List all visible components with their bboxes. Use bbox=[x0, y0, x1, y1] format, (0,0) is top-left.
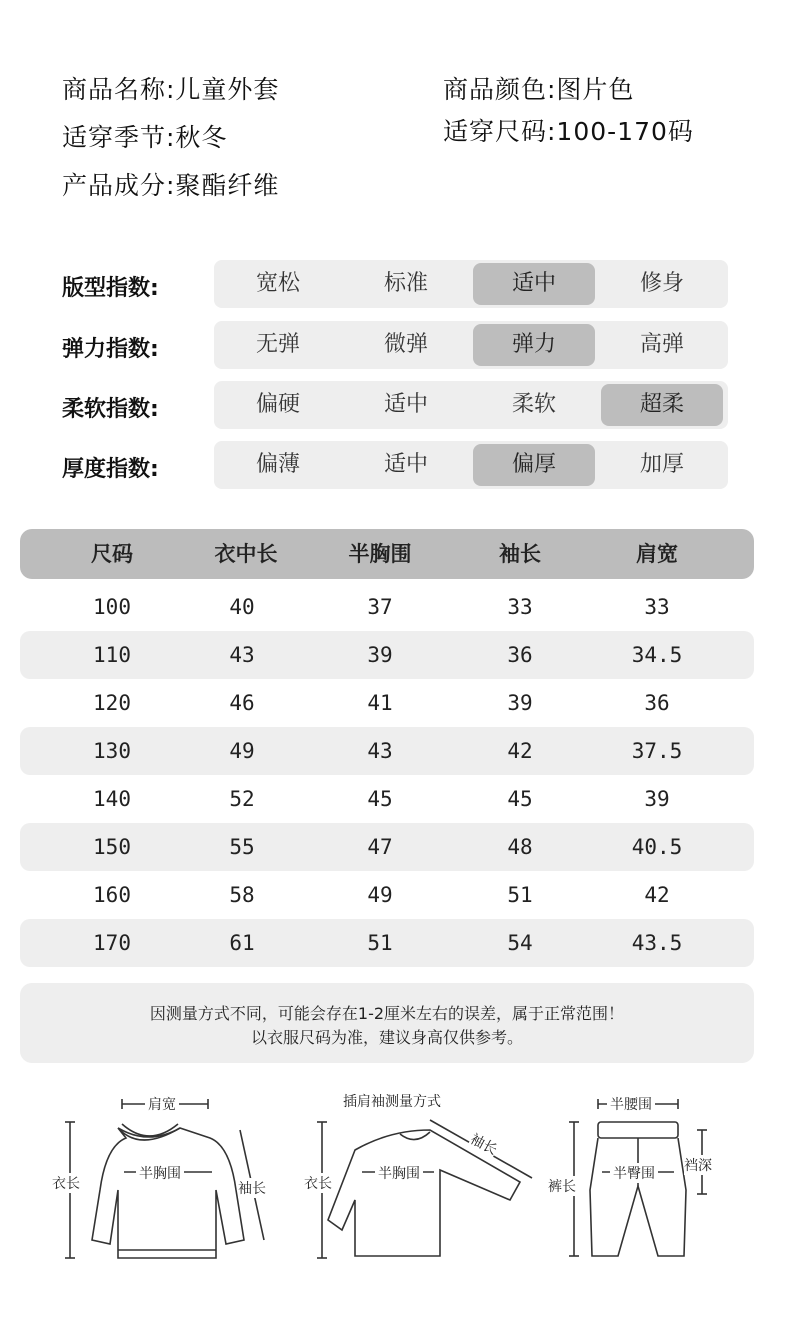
measurement-note bbox=[20, 983, 754, 1063]
index-option-selected: 适中 bbox=[473, 263, 595, 305]
index-option: 无弹 bbox=[255, 332, 300, 357]
table-cell: 43 bbox=[229, 643, 255, 667]
table-row bbox=[20, 727, 754, 775]
index-track bbox=[214, 260, 728, 308]
table-cell: 170 bbox=[93, 931, 131, 955]
index-option: 柔软 bbox=[511, 392, 556, 417]
table-row bbox=[20, 823, 754, 871]
index-option: 标准 bbox=[383, 271, 428, 296]
index-label: 柔软指数: bbox=[62, 397, 159, 422]
table-cell: 48 bbox=[507, 835, 533, 859]
table-cell: 40.5 bbox=[631, 835, 683, 859]
table-row bbox=[20, 631, 754, 679]
table-cell: 37 bbox=[367, 595, 393, 619]
table-cell: 39 bbox=[644, 787, 670, 811]
table-cell: 110 bbox=[93, 643, 131, 667]
table-cell: 39 bbox=[367, 643, 393, 667]
pants-rise-label: 裆深 bbox=[684, 1155, 712, 1175]
index-option-selected: 弹力 bbox=[473, 324, 595, 366]
table-cell: 49 bbox=[229, 739, 255, 763]
sweater-chest-label: 半胸围 bbox=[136, 1163, 184, 1183]
size-table-header bbox=[20, 529, 754, 579]
table-cell: 36 bbox=[644, 691, 670, 715]
info-season: 适穿季节:秋冬 bbox=[62, 123, 228, 152]
index-track bbox=[214, 441, 728, 489]
index-track bbox=[214, 321, 728, 369]
pants-waist-label: 半腰围 bbox=[607, 1094, 655, 1114]
header-length: 衣中长 bbox=[214, 542, 278, 566]
sweater-shoulder-label: 肩宽 bbox=[145, 1094, 179, 1114]
pants-length-label: 裤长 bbox=[548, 1176, 576, 1196]
table-cell: 120 bbox=[93, 691, 131, 715]
sweater-sleeve-label: 袖长 bbox=[238, 1178, 266, 1198]
raglan-length-label: 衣长 bbox=[304, 1173, 332, 1193]
table-cell: 39 bbox=[507, 691, 533, 715]
header-sleeve: 袖长 bbox=[499, 542, 541, 566]
info-color: 商品颜色:图片色 bbox=[443, 75, 635, 104]
info-size: 适穿尺码:100-170码 bbox=[443, 117, 694, 146]
table-row bbox=[20, 679, 754, 727]
table-cell: 55 bbox=[229, 835, 255, 859]
index-option: 适中 bbox=[383, 392, 428, 417]
table-cell: 42 bbox=[507, 739, 533, 763]
table-cell: 34.5 bbox=[631, 643, 683, 667]
info-name: 商品名称:儿童外套 bbox=[62, 75, 280, 104]
table-cell: 52 bbox=[229, 787, 255, 811]
sweater-length-label: 衣长 bbox=[52, 1173, 80, 1193]
table-cell: 46 bbox=[229, 691, 255, 715]
table-cell: 43.5 bbox=[631, 931, 683, 955]
table-cell: 150 bbox=[93, 835, 131, 859]
index-option: 宽松 bbox=[255, 271, 300, 296]
table-cell: 47 bbox=[367, 835, 393, 859]
table-cell: 49 bbox=[367, 883, 393, 907]
table-cell: 33 bbox=[507, 595, 533, 619]
index-option: 适中 bbox=[383, 452, 428, 477]
table-cell: 36 bbox=[507, 643, 533, 667]
raglan-sleeve-label: 袖长 bbox=[467, 1129, 501, 1160]
note-line-1: 因测量方式不同，可能会存在1-2厘米左右的误差，属于正常范围！ bbox=[149, 1004, 625, 1023]
table-cell: 130 bbox=[93, 739, 131, 763]
table-cell: 37.5 bbox=[631, 739, 683, 763]
index-label: 版型指数: bbox=[62, 276, 159, 301]
index-option: 偏薄 bbox=[255, 452, 300, 477]
info-material: 产品成分:聚酯纤维 bbox=[62, 171, 280, 200]
table-cell: 58 bbox=[229, 883, 255, 907]
raglan-title-label: 插肩袖测量方式 bbox=[343, 1094, 441, 1110]
index-option: 微弹 bbox=[383, 332, 428, 357]
table-cell: 54 bbox=[507, 931, 533, 955]
index-track bbox=[214, 381, 728, 429]
index-label: 弹力指数: bbox=[62, 337, 159, 362]
pants-diagram bbox=[560, 1090, 760, 1270]
header-size: 尺码 bbox=[91, 542, 133, 566]
table-row bbox=[20, 919, 754, 967]
table-row bbox=[20, 871, 754, 919]
index-label: 厚度指数: bbox=[62, 457, 159, 482]
index-option: 偏硬 bbox=[255, 392, 300, 417]
note-line-2: 以衣服尺码为准，建议身高仅供参考。 bbox=[250, 1028, 523, 1047]
index-option-selected: 偏厚 bbox=[473, 444, 595, 486]
table-cell: 40 bbox=[229, 595, 255, 619]
table-cell: 51 bbox=[507, 883, 533, 907]
table-cell: 61 bbox=[229, 931, 255, 955]
table-cell: 42 bbox=[644, 883, 670, 907]
header-chest: 半胸围 bbox=[348, 542, 412, 566]
index-option: 加厚 bbox=[639, 452, 684, 477]
index-option: 修身 bbox=[639, 271, 684, 296]
table-row bbox=[20, 583, 754, 631]
table-cell: 140 bbox=[93, 787, 131, 811]
index-option: 高弹 bbox=[639, 332, 684, 357]
table-cell: 51 bbox=[367, 931, 393, 955]
index-option-selected: 超柔 bbox=[601, 384, 723, 426]
raglan-chest-label: 半胸围 bbox=[375, 1163, 423, 1183]
table-cell: 160 bbox=[93, 883, 131, 907]
table-row bbox=[20, 775, 754, 823]
table-cell: 45 bbox=[367, 787, 393, 811]
header-shoulder: 肩宽 bbox=[636, 542, 678, 566]
table-cell: 41 bbox=[367, 691, 393, 715]
table-cell: 33 bbox=[644, 595, 670, 619]
pants-hip-label: 半臀围 bbox=[610, 1163, 658, 1183]
table-cell: 43 bbox=[367, 739, 393, 763]
table-cell: 100 bbox=[93, 595, 131, 619]
table-cell: 45 bbox=[507, 787, 533, 811]
